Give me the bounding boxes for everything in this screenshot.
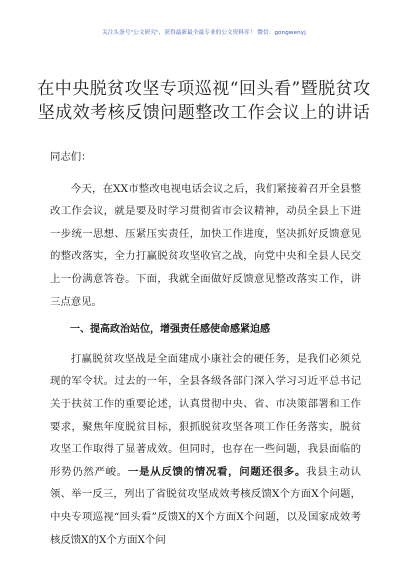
header-note: 关注头条号"公文研究"，获得最新最全最专业的公文资料库！ 微信：gongwenyj [102, 30, 306, 36]
intro-paragraph: 今天，在XX市整改电视电话会议之后，我们紧接着召开全县整改工作会议，就是要及时学习贯彻省市会议精神，动员全县上下进一步统一思想、压紧压实责任，加快工作进度，坚决抓好反馈意见的整改落实，全力打赢脱贫攻坚收官之战，向党中央和全县人民交上一份满意答卷。下面，我就全面做好反馈意见整改落实工作，讲三点意见。 [50, 182, 361, 308]
document-body [50, 146, 361, 551]
document-title: 在中央脱贫攻坚专项巡视“回头看”暨脱贫攻坚成效考核反馈问题整改工作会议上的讲话 [37, 79, 371, 124]
section-heading-1: 一、提高政治站位，增强责任感使命感紧迫感 [70, 324, 270, 336]
paragraph-2-text-a: 打赢脱贫攻坚战是全面建成小康社会的硬任务，是我们必须兑现的军令状。过去的一年，全县各级各部门深入学习习近平总书记关于扶贫工作的重要论述，认真贯彻中央、省、市决策部署和工作要求，聚焦年度脱贫目标，狠抓脱贫攻坚各项工作任务落实，脱贫攻坚工作取得了显著成效。但同时，也存在一些问题，我县面临的形势仍然严峻。 [50, 352, 361, 478]
body-paragraph-2 [50, 348, 361, 551]
paragraph-2-text-b: 我县主动认领、举一反三，列出了省脱贫攻坚成效考核反馈X个方面X个问题，中央专项巡视“回头看”反馈X的X个方面X个问题，以及国家成效考核反馈X的X个方面X个问 [50, 465, 362, 546]
greeting: 同志们： [50, 151, 92, 163]
paragraph-2-bold-phrase: 一是从反馈的情况看，问题还很多。 [127, 465, 307, 478]
